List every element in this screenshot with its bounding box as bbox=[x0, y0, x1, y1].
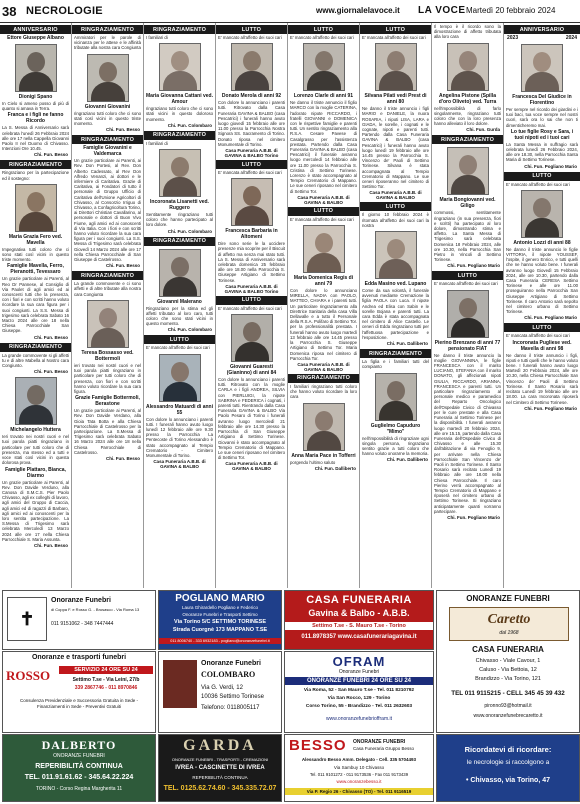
obituary-text: Ringraziano per la stima ed gli affetti tributato al loro caro, tutti coloro che sono stati vicini in questo momento. bbox=[146, 305, 213, 327]
obituary-text: Con dolore lo annunciano i parenti tutti. I funerali hanno avuto luogo lunedì 12 febbraio alle ore 9.30 presso la Parrocchia La Pentecoste di Torino Alessandro è stato accompagnato al Tempio Crematorio - Cimitero Monumentale di Torino. bbox=[146, 416, 213, 459]
ad-dalberto bbox=[2, 734, 156, 802]
deceased-name: Teresa Bossasso ved. Bottermoli bbox=[81, 349, 134, 362]
deceased-name: Incoronata Lisanetti ved. Ruggero bbox=[150, 199, 209, 212]
portrait-photo bbox=[87, 54, 129, 102]
page-number: 38 bbox=[2, 4, 17, 19]
section-label: RINGRAZIAMENTO bbox=[72, 25, 143, 34]
funeral-home-signature: Chi. Fun. Pogliano Mario bbox=[524, 405, 577, 411]
funeral-home-signature: Chi. Fun. Besso bbox=[33, 369, 68, 375]
obituary-text: E' mancato all'affetto dei suoi cari bbox=[146, 345, 210, 351]
ad-service-line: SERVIZIO 24 ORE SU 24 bbox=[59, 666, 153, 674]
ad-title: ONORANZE FUNEBRI bbox=[466, 594, 550, 603]
obituary-text: commossi, sentitamente ringraziano (in sua presenza, fiori e scritti) ha partecipato al loro dolore, dimostrando stima e affetto. La Santa Messa di Trigesimo sarà celebrata Domenica 18 Febbraio 2024, alle ore 10.30, nella Parrocchia San Pietro in Vincoli di Settimo Torinese. bbox=[434, 210, 501, 263]
issue-date: Martedì 20 febbraio 2024 bbox=[466, 6, 556, 15]
ad-phone: Telefono: 0118005117 bbox=[201, 705, 260, 711]
deceased-name: Silvana Pilati vedi Prest di anni 80 bbox=[364, 93, 427, 106]
ad-service-line: Onoranze Funebri e Trasporti Settimo bbox=[182, 612, 258, 617]
deceased-name: Maria Domenica Regis di anni 79 bbox=[293, 275, 354, 288]
deceased-name: Michelangelo Huttera bbox=[10, 427, 61, 434]
logo-mark: ✝ bbox=[7, 597, 47, 641]
deceased-name: Francesca Barbaria in Altomeni bbox=[225, 228, 278, 241]
ad-town-1: Chivasso - Viale Cavour, 1 bbox=[475, 658, 541, 664]
obituary-text: Ne danno il triste annuncio i figli, nipoti e tutti quelli che le hanno voluto bene. I funerali hanno avuto luogo Martedì 20 Febbraio 2024, alle ore 10.30, nella Chiesa Parrocchiale San Vincenzo de' Paoli di Settimo Torinese. Il Santo Rosario sarà recitato Lunedì 19 febbraio alle ore 18.00. La cara Incoronata riposerà nel Cimitero di Settimo Torinese. bbox=[506, 352, 578, 405]
ad-title: POGLIANO MARIO bbox=[175, 593, 265, 604]
ad-city: 10036 Settimo Torinese bbox=[201, 694, 264, 700]
obituary-text: La S. Messa di Anniversario sarà celebrata l'unedì 26 Febbraio 2024 alle ore 17 nella Cappella Giovanni Paolo II nel Duomo di Chivasso. Intenzioni Ore 10.45. bbox=[2, 125, 69, 152]
deceased-name: Maria Grazia Fero ved. Mavella bbox=[8, 233, 63, 246]
ad-rosso bbox=[2, 651, 156, 733]
obituary-text: Dire sono serie le la uccidere presenze mia scoprire per il Biscuit di affetto ma senza mai stato tutti. La S. Messa di Anniversario sarà celebrata domenica 25 febbraio alle ore 18.00 nella Parrocchia S. Giuseppe Artigiano di Settimo Torinese. bbox=[218, 241, 285, 283]
obituary-text: Ieri trovato nei nostri cuori e nel tuoi parola piatti ringraziano in particolare per tutti coloro che di presenza, ma stesso ed a tutti e voce stati così vicini in questa dolorosa prova. bbox=[2, 434, 69, 466]
section-label: LUTTO bbox=[504, 172, 580, 181]
obituary-text: ringraziano tutti coloro che ci sono stati vicini in questo doloroso momento. bbox=[146, 106, 213, 122]
deceased-name: Maria Bongiovanni ved. Giligo bbox=[439, 197, 496, 210]
deceased-name: Giovanni Guaresti (Gianinno) di anni 84 bbox=[226, 364, 277, 377]
obituary-text: nell'impossibilità di farlo singolarmente, ringraziano tutti coloro che con la loro presenza hanno alleviato il loro dolore. bbox=[434, 105, 501, 127]
family-line: Lo tue figlie Rosy e Sara, i tuoi nipoti ed i tuoi cari bbox=[510, 128, 574, 141]
ad-subtitle: Onoranze e trasporti funebri bbox=[31, 654, 127, 661]
deceased-name: Lorenzo Clarle di anni 91 bbox=[293, 93, 354, 100]
site-url[interactable]: www.giornalelavoce.it bbox=[316, 6, 400, 15]
anniversary-years bbox=[507, 35, 577, 41]
section-label: LUTTO bbox=[432, 271, 503, 280]
funeral-home-signature: Chi. Fun. Dalliberto bbox=[386, 457, 428, 463]
portrait-photo bbox=[447, 43, 489, 91]
obituary-text: Con dolore lo annunciano i parenti tutti. Ritrovato dalla Casa Funeraria GAVINA & BALBO (casa Pescatrici) i funerali hanno avuto luogo giovedì 15 febbraio alle ore 11.00 presso la Parrocchia Nostra Signora SS. Sacramento di Torino. Donato riposa nel cimitero Monumentale di Torino. bbox=[218, 100, 285, 147]
obituary-text: I familiari di bbox=[146, 140, 168, 146]
ad-service-line: CASA FUNERARIA bbox=[472, 645, 544, 654]
ad-address: Settimo T.se - Via Leiní, 27/b bbox=[72, 677, 140, 683]
column-1 bbox=[0, 23, 72, 588]
ad-address-2: Via San Rocco, 129 - Torino bbox=[327, 696, 391, 701]
portrait-photo bbox=[447, 147, 489, 195]
ad-subtitle: ONORANZE FUNEBRI bbox=[53, 753, 105, 759]
obituary-text: Come da sua volontà, il funerale avvenuti mediante Cremazione la figlia PAOLA con Luca. Il nipote Andrea ed Elisa con Sabin e le sorelle Bojana e parenti tutti. La cara Edda è stata accompagnata nel cimitero di Alice Castello. Le ceneri di Edda ringraziano tutti per l'affettuosa partecipazione e l'esposizione. bbox=[362, 288, 429, 340]
section-label: RINGRAZIAMENTO bbox=[0, 343, 71, 352]
ad-service-line: REPERIBILITÀ CONTINUA bbox=[35, 763, 123, 770]
deceased-name: Incoronata Pugliese ved. Mavella di anni 98 bbox=[512, 339, 572, 352]
ad-gavina-balbo bbox=[284, 590, 434, 650]
ad-subtitle: Laura Ghirardello Pogliano e Federico bbox=[181, 605, 259, 610]
obituary-text: E' mancata all'affetto dei suoi cari bbox=[218, 170, 282, 176]
section-label: ANNIVERSARIO bbox=[0, 25, 71, 34]
funeral-home-signature: Casa Funeraria A.B.B. di GAVINA & BALBO bbox=[153, 459, 206, 470]
section-title: NECROLOGIE bbox=[26, 5, 103, 17]
ad-subtitle: di Coppa F. e Rosso G. - Brusasco - Via Roma 13 bbox=[51, 607, 140, 612]
portrait-photo bbox=[375, 231, 417, 279]
obituary-text: La grande commovente si gli affetti tu e di altre Mabella al Nostro cara Congiunto. bbox=[2, 352, 69, 369]
deceased-name: Giovanni Malerano bbox=[157, 298, 202, 305]
deceased-name: Francesca Del Giudice in Fiorentino bbox=[512, 94, 572, 106]
ad-title: CASA FUNERARIA bbox=[306, 594, 412, 606]
column-6 bbox=[360, 23, 432, 588]
obituary-text: Ringraziano per la partecipazione ed il sostegno: bbox=[2, 170, 69, 181]
funeral-home-signature: Chi. Fun. Besso bbox=[33, 334, 68, 340]
obituary-text: E' mancato all'affetto dei suoi cari bbox=[218, 305, 282, 311]
ad-title: BESSO bbox=[289, 737, 347, 754]
obituary-text: Il giorno 10 febbraio 2024 è ritornata all'affetto dei suoi cari la nostra bbox=[362, 212, 429, 228]
ad-since: dal 1968 bbox=[499, 630, 519, 636]
section-label: RINGRAZIAMENTO bbox=[432, 135, 503, 144]
obituary-text: In Cielo si ameno posso di più di quanto si amava in Terra. bbox=[2, 101, 69, 112]
portrait-photo bbox=[159, 149, 201, 197]
ad-service-line: REPERIBILITÀ CONTINUA bbox=[192, 775, 248, 780]
ad-besso bbox=[284, 734, 434, 802]
section-label: LUTTO bbox=[288, 207, 359, 216]
obituary-text: Un grazie particolare ai Parenti, al Rev. Don Davide Verduno, alla Canosa di S.M.C.S. Pier Paolo Chivasso, agli ex colleghi di lavoro, agli amici del Gruppo di Caccia, agli amici ed di ragazzi di Barbaro, agli amici ed ai conoscenti per la loro sentita partecipazione. La S.Messa di Trigesimo sarà celebrata Mercoledì 13 Marzo 2024 alle ore 17 nella Chiesa Parrocchiale S. Maria Assunta. bbox=[2, 479, 69, 542]
portrait-photo bbox=[303, 403, 345, 451]
ad-person: Alessandro Besso Amm. Delegato - Cell. 335 5704493 bbox=[301, 757, 417, 762]
ad-title-2: Caretto bbox=[487, 612, 531, 627]
deceased-name: Maria Giovanna Cattani ved. Amour bbox=[146, 93, 213, 106]
funeral-home-signature: Chi. Fun. Besso bbox=[33, 542, 68, 548]
ad-title: OFRAM bbox=[332, 654, 386, 669]
deceased-name: Alessandro Matuardi di anni 55 bbox=[146, 403, 213, 416]
ad-title: Onoranze Funebri bbox=[51, 597, 111, 604]
ad-subtitle: ONORANZE FUNEBRI bbox=[353, 739, 406, 745]
obituary-text: La grande commovente e ci sono affetti e di altre tributate alla nostra cara Congiunta bbox=[74, 281, 141, 297]
notice-city: • Chivasso, via Torino, 47 bbox=[465, 777, 550, 784]
ad-website[interactable]: www.onoranzefunebrioffram.it bbox=[325, 716, 393, 722]
section-label: RINGRAZIAMENTO bbox=[288, 374, 359, 383]
ad-address-2: Via P. Regio 26 - Chivasso (TO) - Tel. 011 9116519 bbox=[285, 788, 433, 795]
deceased-name: Pierino Brenzano di anni 77 pensionato FIAT bbox=[434, 339, 501, 352]
section-label: LUTTO bbox=[216, 25, 287, 34]
ad-title-2: Gavina & Balbo - A.B.B. bbox=[308, 608, 410, 618]
column-2 bbox=[72, 23, 144, 588]
deceased-name: Angelina Pistone (Spilla d'oro Oliveto) ved. Turra bbox=[438, 92, 497, 105]
obituary-text: Ne danno il triste annuncio le figlie VITTORIA, il nipote YOUSSEF, l'ospite, il genero Enrico, e tutti quelli che ne hanno voluto bene. I funerali avranno luogo Giovedì 15 Febbraio 2024, alle ore 10.30, partendo dalla Casa Funeraria CERESA Settimo Torinese e alle ore 11.00 proseguiranno nella Parrocchia San Giuseppe Artigiano di Settimo Torinese. Il caro Antonio sarà sepolto nel cimitero urbano di Settimo Torinese. bbox=[506, 246, 578, 315]
obituary-text: La Santa Messa in suffragio sarà celebrata lunedì 26 Febbraio 2024, alle ore 18.30, nella Parrocchia Santa Maria di Settimo Torinese. bbox=[506, 141, 578, 163]
ad-phone: Tel. 011 9101272 - 011 9173536 - Fax 011 9173439 bbox=[309, 772, 409, 777]
ad-colombaro bbox=[158, 651, 282, 733]
obituary-text: Un grazie particolare ai Parenti, al Rev. Don Davide Verdano, alla Gioia Tata Botta e alla Chiesa Parrocchiale di Castelrosso per la partecipazione. La S.Messa di Trigesimo sarà celebrata Sabato 16 Marzo 2024 alle ore 18 nella Chiesa Parrocchiale di Castelrosso. bbox=[74, 408, 141, 455]
funeral-home-signature: Chi. Fun. Colombaro bbox=[167, 228, 212, 234]
ad-town-3: Brandizzo - Via Torino, 121 bbox=[475, 676, 541, 682]
portrait-photo bbox=[375, 43, 417, 91]
portrait-photo bbox=[231, 314, 273, 362]
portrait-photo bbox=[521, 190, 563, 238]
ad-address-3: Corso Torino, 55 - Brandizzo - Tel. 011 2632603 bbox=[305, 704, 413, 709]
family-line: Franca e i figli ne fanno Ricordo bbox=[7, 112, 64, 125]
portrait-photo bbox=[303, 225, 345, 273]
ad-note: Consulenza Previdenziale e Successoria Gratuita in Sede - Finanziamenti in Sede - Preventivi Gratuiti bbox=[19, 698, 139, 709]
deceased-name: Edda Masino ved. Lupano bbox=[364, 281, 427, 288]
ad-phone: TEL. 011.91.61.62 - 345.64.22.224 bbox=[24, 774, 134, 781]
section-label: RINGRAZIAMENTO bbox=[72, 271, 143, 280]
ad-garda bbox=[158, 734, 282, 802]
portrait-photo bbox=[231, 178, 273, 226]
portrait-photo bbox=[87, 300, 129, 348]
deceased-name: Donato Merola di anni 92 bbox=[221, 93, 282, 100]
ad-pogliano bbox=[158, 590, 282, 650]
obituary-text: E' mancata all'affetto dei suoi cari bbox=[362, 35, 426, 40]
obituary-text: nell'impossibilità di ringraziare ogni singola persona, ringraziano sentito grazie a tutti coloro che hanno voluto onorarne la memoria. bbox=[362, 435, 429, 457]
section-label: RINGRAZIAMENTO bbox=[72, 135, 143, 144]
obituary-text: Impegnativa tutti coloro che ci sono stati così vicini in questo triste momento. bbox=[2, 246, 69, 263]
ad-la-voce-notice bbox=[436, 734, 580, 802]
deceased-name: Antonio Lozzi di anni 88 bbox=[513, 239, 571, 246]
obituary-text: La figlia e i familiari tutti del compianto bbox=[362, 359, 429, 370]
obituary-text: E' mancato all'affetto dei suoi cari bbox=[506, 181, 570, 187]
ad-title-2: COLOMBARO bbox=[201, 670, 256, 679]
ad-address: Via Torino 5/C SETTIMO TORINESE bbox=[174, 619, 266, 625]
section-label: RINGRAZIAMENTO bbox=[144, 131, 215, 140]
section-label: RINGRAZIAMENTO bbox=[144, 25, 215, 34]
section-label: LUTTO bbox=[216, 160, 287, 169]
ad-address: IVREA - CASCINETTE DI IVREA bbox=[175, 765, 265, 771]
obituary-text: Con dolore lo annunciano MIRELLA, NADIA con PAOLO, MATTEO, CHIARA e i parenti tutti. Un particolare ringraziamento alla Direttrice Sanitaria della casa Villa Dellavalle e a tutto il Personale della R.S.A. Polifaro di Settimo Tor. per la professionalità prestata. I funerali hanno avuto luogo martedì 13 febbraio alle ore 14.45 presso la Parrocchia S. Giuseppe Artigiano di Settimo Tor. Maria Domenica riposa nel cimitero di Parrocchia Tor. bbox=[290, 288, 357, 361]
notice-title: Ricordatevi di ricordare: bbox=[464, 745, 552, 754]
column-8 bbox=[504, 23, 580, 588]
ad-address: TORINO - Corso Regina Margherita 11 bbox=[35, 786, 123, 792]
obituary-text: Un grazie particolare ai Parenti, al Reo Dr Pannese, al Consiglio di Via Paolet di agli amici ed ai conoscenti tutti che la presenza, con i fiori e con scritti hanno voluto ricordare la sua cara figura per i suoi congiunti. La S.S. Messa di trigesimo sarà celebrata Sabato 16 Marzo 2024 alle ore 18 nella Chiesa Parrocchiale San Giuseppe. bbox=[2, 276, 69, 334]
section-label: LUTTO bbox=[144, 335, 215, 344]
funeral-home-signature: Chi. Fun. Gurda bbox=[466, 127, 500, 133]
section-label: LUTTO bbox=[504, 323, 580, 332]
portrait-photo bbox=[375, 373, 417, 421]
obituary-text: Ne danno il triste annuncio il figlio MARCO con la moglie CATERINA, l'adorato nipote RICCARDO, i fratelli GIOVANNI e DOMENICA con le rispettive famiglie e parenti tutti. Un sentito ringraziamento alla R.S.A. Cesare Pavese di Casalgrasso per l'assistenza prestata. Partendo dalla Casa Funeraria GAVINA & BALBO (casa Pescatrici) il funerale avranno luogo mercoledì 14 febbraio alle ore 11.00 presso la Parrocchia S. Cristina di Settimo Torinese. Lorenzo è stato accompagnato al Tempio Crematorio di Mappano. Le sue ceneri riposano nel cimitero di Settimo Tor. bbox=[290, 100, 357, 194]
funeral-home-signature: Chi. Fun. Pogliano Mario bbox=[524, 163, 577, 169]
portrait-photo bbox=[15, 377, 57, 425]
deceased-name: Dionigi Spano bbox=[18, 94, 53, 100]
ad-phone: 011 8006740 - 333 6932183 - pogliano@onoranzefunebri.it bbox=[159, 638, 281, 644]
section-label: LUTTO bbox=[216, 296, 287, 305]
ad-ofram bbox=[284, 651, 434, 733]
ad-phone: 011.8978357 www.casafunerariagavina.it bbox=[301, 634, 417, 640]
funeral-home-signature: Chi. Fun. Pogliano Mario bbox=[524, 315, 577, 321]
obituary-text: E' mancata all'affetto dei suoi cari bbox=[506, 333, 570, 339]
ad-subtitle: Onoranze Funebri bbox=[338, 669, 380, 675]
obituary-text: Con dolore lo annunciano i parenti tutti. Ritrovato con la moglie CARLA e i figli ANDREA, SILVIA con PIERLUIGI, la nipote SABRINA e FEDERICA i cognati, i parenti tutti. Rientrando dalla Casa Funeraria GAVINA & BALBO Via Paolo Pesaro di Torino i funerali avranno luogo mercoledì 21 febbraio alle ore 14.30 presso la Parrocchia di San Giuseppe Artigiano di Settimo Torinese. Giovanni è stato accompagnato al Tempio Crematorio di Mappano. Le sue ceneri riposano nel cimitero di Settimo Tor. bbox=[218, 377, 285, 461]
ad-website[interactable]: www.onoranzefunebrecaretto.it bbox=[473, 713, 543, 719]
obituary-text: Per sempre nel ricordo dei giardini e i tuoi baci, tua voce sempre nel nostri cuori, sarà ora lo sai che non ti dimenticheremo mai. bbox=[506, 107, 578, 128]
obituary-text: porgendo l'ultimo saluto bbox=[290, 459, 336, 465]
funeral-home-signature: Casa Funeraria A.B.B. di GAVINA & BALBO Torino bbox=[224, 148, 279, 159]
ad-address: Via Sambuy 10 Chivasso bbox=[333, 765, 385, 770]
logo-frame bbox=[449, 607, 569, 641]
ad-title: GARDA bbox=[183, 737, 257, 754]
ad-phone: 339 2867746 - 011 8970846 bbox=[74, 685, 138, 691]
family-line: Grazie Famiglie Bottermoli, Berastone bbox=[75, 395, 140, 408]
funeral-home-signature: Chi. Fun. Colombaro bbox=[167, 122, 212, 128]
portrait-photo bbox=[447, 290, 489, 338]
funeral-home-signature: Casa Funeraria A.B.B. di GAVINA & BALBO bbox=[297, 361, 350, 372]
funeral-home-signature: Chi. Fun. Dalliberto bbox=[386, 341, 428, 347]
obituary-text: E' mancato all'affetto dei suoi cari bbox=[290, 35, 354, 40]
deceased-name: Ettore Giuseppe Albano bbox=[7, 35, 64, 41]
funeral-home-signature: Chi. Fun. Besso bbox=[105, 455, 140, 461]
obituary-text: E' mancato all'affetto dei suoi cari bbox=[434, 281, 498, 287]
funeral-home-signature: Casa Funeraria A.B.B. di GAVINA & BALBO bbox=[369, 190, 422, 201]
deceased-name: Anna Maria Pace in Tofferri bbox=[291, 452, 356, 459]
ad-address: Via Roma, 52 - San Mauro T.se - Tel. 011 8210792 bbox=[303, 688, 415, 693]
ad-address-2: Strada Cuorgnè 173 MAPPANO T.SE bbox=[172, 627, 268, 633]
portrait-photo bbox=[231, 43, 273, 91]
funeral-home-signature: Chi. Fun. Pogliano Mario bbox=[447, 263, 500, 269]
funeral-home-signature: Chi. Fun. Pogliano Mario bbox=[447, 514, 500, 520]
deceased-name: Guglielmo Capuduro "Mimo" bbox=[370, 422, 421, 435]
section-label: RINGRAZIAMENTO bbox=[360, 349, 431, 358]
family-line: Famiglie Mavella, Ferro, Pieranotti, Tevessaro bbox=[7, 263, 64, 276]
ad-service-line: Casa Funeraria Gruppo Besso bbox=[353, 746, 415, 751]
obituary-text: E' mancato all'affetto dei suoi cari bbox=[218, 35, 282, 40]
ad-subtitle: ONORANZE FUNEBRI - TRASPORTI - CREMAZIONI bbox=[171, 757, 269, 762]
portrait-photo bbox=[159, 354, 201, 402]
funeral-home-signature: Chi. Fun. Dalliberto bbox=[314, 465, 356, 471]
ad-website[interactable]: www.onoranzebesso.it bbox=[336, 779, 382, 784]
obituary-text: Ammiratori per le parole di vicinanza per le attese e le affinità tributate alla nostra cara Congiunta bbox=[74, 35, 141, 51]
funeral-home-signature: Chi. Fun. Besso bbox=[33, 152, 68, 158]
funeral-home-signature: Casa Funeraria A.B.B. di GAVINA & BALBO bbox=[225, 461, 278, 472]
portrait-photo bbox=[521, 44, 563, 92]
column-7 bbox=[432, 23, 504, 588]
funeral-home-signature: Chi. Fun. Colombaro bbox=[167, 327, 212, 333]
obituary-text: E' mancata all'affetto dei suoi cari bbox=[290, 216, 354, 222]
year-start: 2023 bbox=[507, 35, 519, 41]
funeral-home-signature: Chi. Fun. Besso bbox=[105, 263, 140, 269]
ad-email[interactable]: pironno93@hotmail.it bbox=[484, 703, 532, 709]
ad-caretto bbox=[436, 590, 580, 733]
column-3 bbox=[144, 23, 216, 588]
section-label: RINGRAZIAMENTO bbox=[0, 160, 71, 169]
portrait-photo bbox=[159, 249, 201, 297]
notice-line: le necrologie si raccolgono a bbox=[466, 759, 550, 766]
ad-onoranze-brusasco bbox=[2, 590, 156, 650]
ad-title: DALBERTO bbox=[41, 738, 117, 752]
obituary-text: ieri trovato nei nostri cuori e nel tuoi parola piatti ringraziano in particolare per tutti coloro che di presenza, con fiori e con scritti hanno voluto ricordare la sua cara figura. bbox=[74, 362, 141, 394]
year-end: 2024 bbox=[565, 35, 577, 41]
funeral-home-signature: Chi. Fun. Besso bbox=[105, 127, 140, 133]
ad-phone: TEL 011 9115215 - CELL 345 45 39 432 bbox=[451, 690, 565, 697]
ad-phone: 011 9151062 - 348 7447444 bbox=[51, 621, 114, 627]
portrait-photo bbox=[303, 43, 345, 91]
ad-address: Via G. Verdi, 12 bbox=[201, 685, 243, 691]
section-label: LUTTO bbox=[360, 25, 431, 34]
column-4 bbox=[216, 23, 288, 588]
ad-phone: TEL. 0125.62.74.60 - 345.335.72.07 bbox=[163, 785, 277, 792]
funeral-home-signature: Casa Funeraria A.B.B. di GAVINA & BALBO bbox=[297, 194, 350, 205]
ad-service-line: ONORANZE FUNEBRI 24 ORE SU 24 bbox=[285, 677, 433, 685]
section-label: ANNIVERSARIO bbox=[504, 25, 580, 34]
obituary-text: Il tempo è il ricordo sono la dimostrazione di affetto tributata alla loro cara bbox=[434, 24, 501, 40]
deceased-name: Giovanni Giovanini bbox=[84, 103, 131, 110]
ad-title: Onoranze Funebri bbox=[201, 660, 261, 667]
brand-name: LA VOCE bbox=[418, 5, 466, 16]
obituary-text: Sentitamente ringraziano tutti coloro che hanno partecipato al loro dolore. bbox=[146, 212, 213, 228]
family-line: Famiglie Giovanini e Valdemarca bbox=[83, 145, 132, 158]
funeral-home-signature: Casa Funeraria A.B.B. di GAVINA & BALBO Torino bbox=[224, 283, 279, 294]
ad-town-2: Caluso - Via Bettoia, 12 bbox=[479, 667, 537, 673]
ad-address: Settimo T.se - S. Mauro T.se - Torino bbox=[285, 622, 433, 630]
section-label: LUTTO bbox=[360, 202, 431, 211]
family-line: Famiglie Plattaro, Bianca, Diarmo bbox=[5, 466, 66, 479]
obituary-text: Ne danno il triste annuncio i figli MARIO e DANIELE, la nuora ROSARIA, i nipoti LISA, LARA e GIADA, le sorelle, i cognati e le cognate, nipoti e parenti tutti. Partendo dalla Casa Funeraria GAVINA & BALBO (casa Pescatrici) i funerali hanno avuto luogo lunedì 19 febbraio alle ore 14.45 presso la Parrocchia S. Vincenzo de' Paoli di Settimo Torinese. Silvana è stata accompagnata al Tempio Crematorio di Mappano. Le sue ceneri riposeranno nel cimitero di Settimo Tor. bbox=[362, 106, 429, 190]
portrait-photo bbox=[15, 44, 57, 92]
ad-title: ROSSO bbox=[6, 668, 51, 683]
section-label: RINGRAZIAMENTO bbox=[144, 237, 215, 246]
logo-mark bbox=[163, 660, 197, 708]
portrait-photo bbox=[15, 184, 57, 232]
portrait-photo bbox=[159, 43, 201, 91]
obituary-text: Ne danno il triste annuncio la moglie GIOVANNINA, le figlie FRANCESCA con il marito LUCIANO, STEFANIA con il marito DONATO, gli affezionati nipoti GIULIA, RICCARDO, ARIANNA, FRANCESCA e parenti tutti. Un particolare ringraziamento al personale medico e paramedico del Reparto Oncologico dell'Ospedale Civico di Chivasso per le cure prestate e alla Casa Funeraria al Settimo Torinese per la disponibilità. I funerali avranno luogo martedì 20 febbraio 2024, alle ore 15.15, partendo dalla Casa Funeraria dell'Ospedale Civico di Chivasso e alle 15.30 dall'abitazione di via Fenoglio 9, per arrivare nella Chiesa Parrocchiale San Vincenzo de' Paoli in Settimo Torinese. Il Santo Rosario sarà recitato Lunedì 19 febbraio alle ore 18.00 nella Chiesa Parrocchiale. Il caro Pierino verrà accompagnato al Tempio Crematorio di Mappano e riposerà nel cimitero urbano di Settimo Torinese. Si ringraziano anticipatamente quanti vorranno partecipare. bbox=[434, 352, 501, 514]
page-header bbox=[0, 0, 580, 23]
obituary-text: ringraziano tutti coloro che ci sono stati così vicini in questo triste momento. bbox=[74, 110, 141, 127]
section-label: LUTTO bbox=[288, 25, 359, 34]
obituary-text: Un grazie particolare ai Parenti, ai Rev. Don Portesi, al Rev. Don Alberto Cadessato, al Rev Don Alfredo Venanzi, ai dottori e le infermiere di Caritativa. Grazie di Caritativa, ai Fondatori di tutto il personale di Gruppo Ufficio di Caritativa dell'Unione Agricoltori di Chivasso, al Consorzio Irriguo di Chivasso, a Confagricoltura Torino, ai Direttori Christian Cavallarino, al personale e dottori di Buon Vivo Fiume, agli amici ed ai conoscenti di Via Italia. Con i fiori e con scritti hanno voluto ricordare la sua cara figura per i suoi congiunti. La S.S. Messa di Trigesimo sarà celebrata Giovedì 14 Marzo 2024 alle ore 17 nella Chiesa Parrocchiale di San Giuseppe di Castelrosso. bbox=[74, 158, 141, 263]
column-5 bbox=[288, 23, 360, 588]
obituary-text: I familiari ringraziano tutti coloro che hanno voluto ricordare la loro cara bbox=[290, 383, 357, 400]
obituary-text: I familiari di bbox=[146, 35, 168, 40]
